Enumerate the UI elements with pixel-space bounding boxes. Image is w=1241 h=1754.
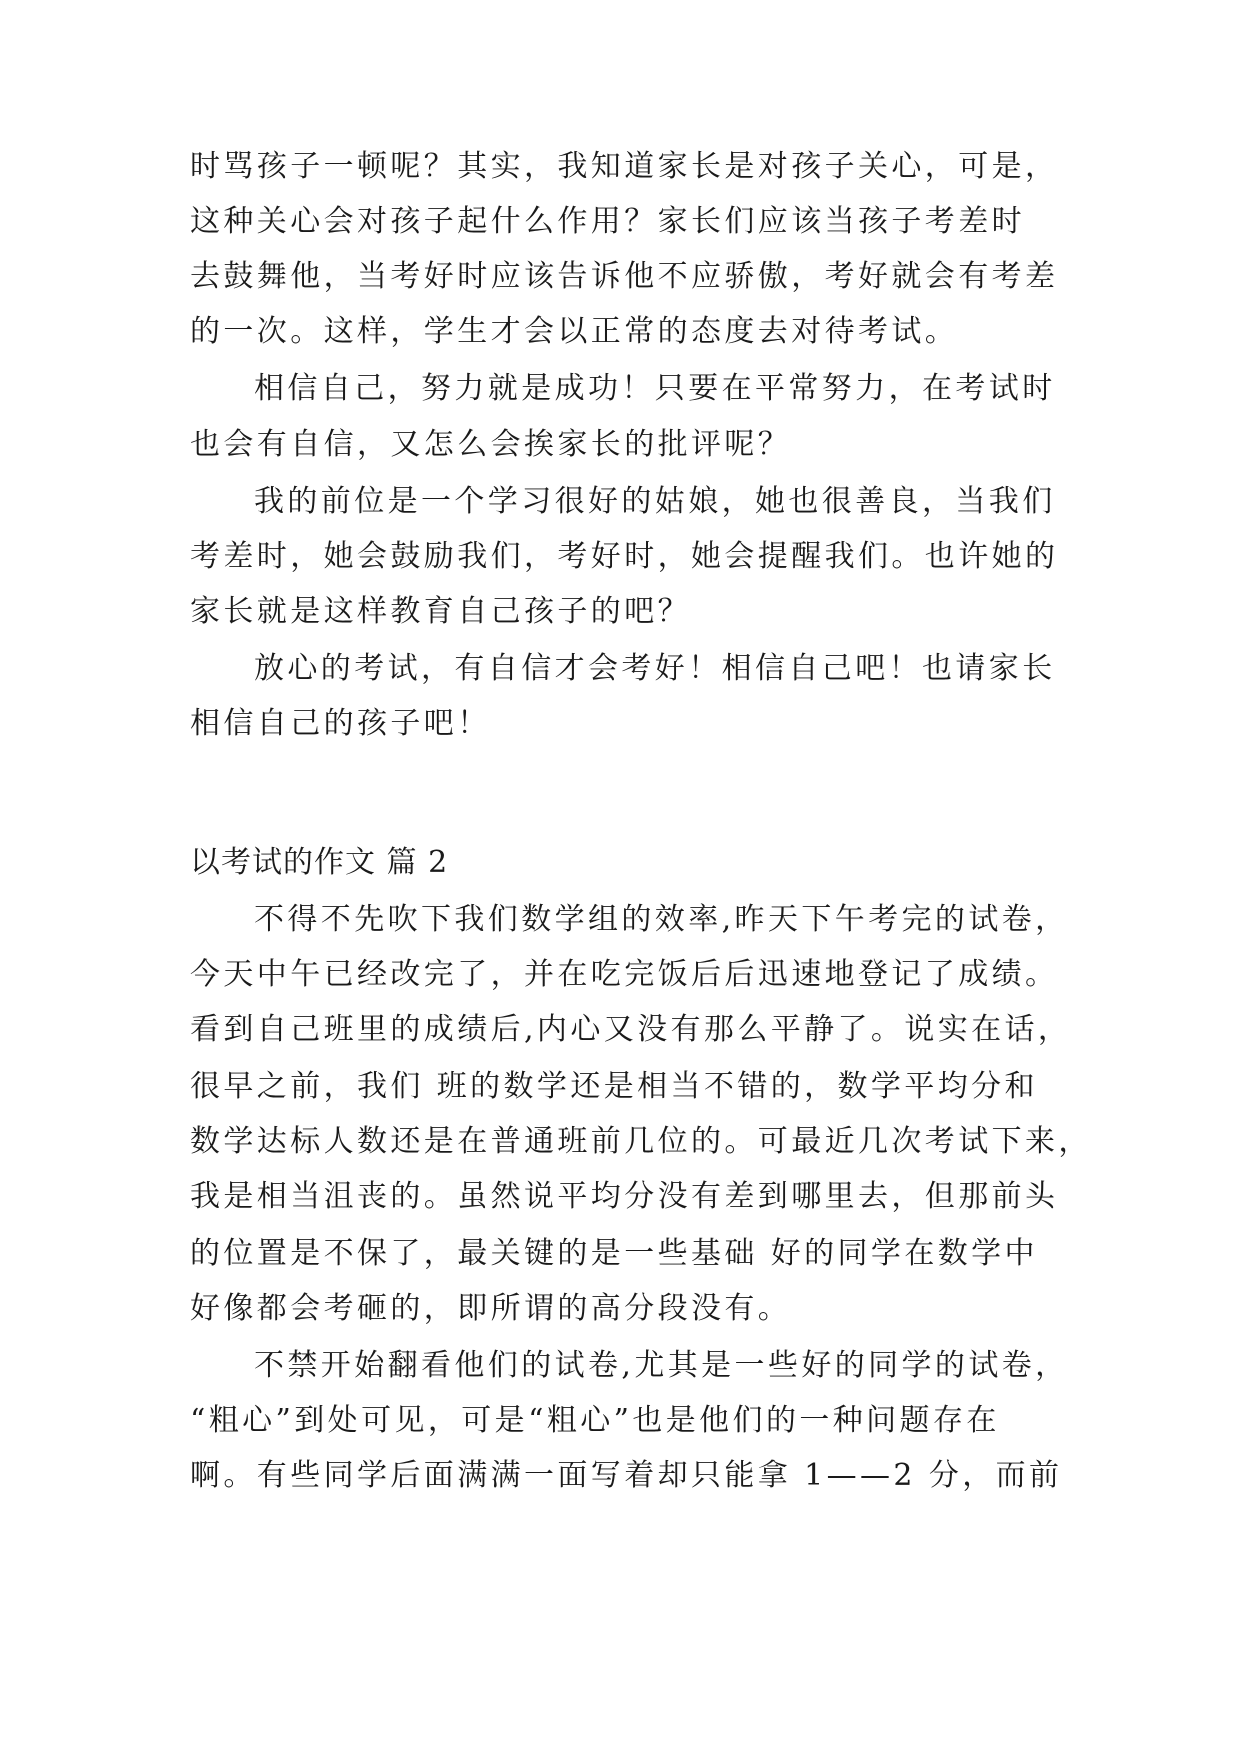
text-line: 放心的考试，有自信才会考好！相信自己吧！也请家长 <box>254 651 1056 686</box>
text-line: 考差时，她会鼓励我们，考好时，她会提醒我们。也许她的 <box>190 539 1059 574</box>
text-line: 的一次。这样，学生才会以正常的态度去对待考试。 <box>190 314 959 349</box>
text-line: 家长就是这样教育自己孩子的吧？ <box>190 594 691 629</box>
text-line: 不得不先吹下我们数学组的效率,昨天下午考完的试卷， <box>254 902 1069 937</box>
text-line: 很早之前，我们 班的数学还是相当不错的，数学平均分和 <box>190 1069 1038 1104</box>
text-line: 好像都会考砸的，即所谓的高分段没有。 <box>190 1291 792 1326</box>
text-line: 今天中午已经改完了，并在吃完饭后后迅速地登记了成绩。 <box>190 957 1059 992</box>
text-line: 相信自己，努力就是成功！只要在平常努力，在考试时 <box>254 371 1056 406</box>
text-line: 数学达标人数还是在普通班前几位的。可最近几次考试下来， <box>190 1124 1092 1159</box>
text-line: 不禁开始翻看他们的试卷,尤其是一些好的同学的试卷， <box>254 1348 1069 1383</box>
section-heading: 以考试的作文 篇 2 <box>190 845 449 880</box>
text-line: 看到自己班里的成绩后,内心又没有那么平静了。说实在话， <box>190 1012 1072 1047</box>
text-line: 也会有自信，又怎么会挨家长的批评呢？ <box>190 427 792 462</box>
text-line: 我的前位是一个学习很好的姑娘，她也很善良，当我们 <box>254 484 1056 519</box>
text-line: 啊。有些同学后面满满一面写着却只能拿 1——2 分，而前 <box>190 1458 1063 1493</box>
text-line: 时骂孩子一顿呢？其实，我知道家长是对孩子关心，可是， <box>190 149 1059 184</box>
text-line: “粗心”到处可见，可是“粗心”也是他们的一种问题存在 <box>190 1403 1000 1438</box>
text-line: 我是相当沮丧的。虽然说平均分没有差到哪里去，但那前头 <box>190 1179 1059 1214</box>
text-line: 的位置是不保了，最关键的是一些基础 好的同学在数学中 <box>190 1236 1038 1271</box>
text-line: 相信自己的孩子吧！ <box>190 706 491 741</box>
text-line: 去鼓舞他，当考好时应该告诉他不应骄傲，考好就会有考差 <box>190 259 1059 294</box>
text-line: 这种关心会对孩子起什么作用？家长们应该当孩子考差时 <box>190 204 1025 239</box>
